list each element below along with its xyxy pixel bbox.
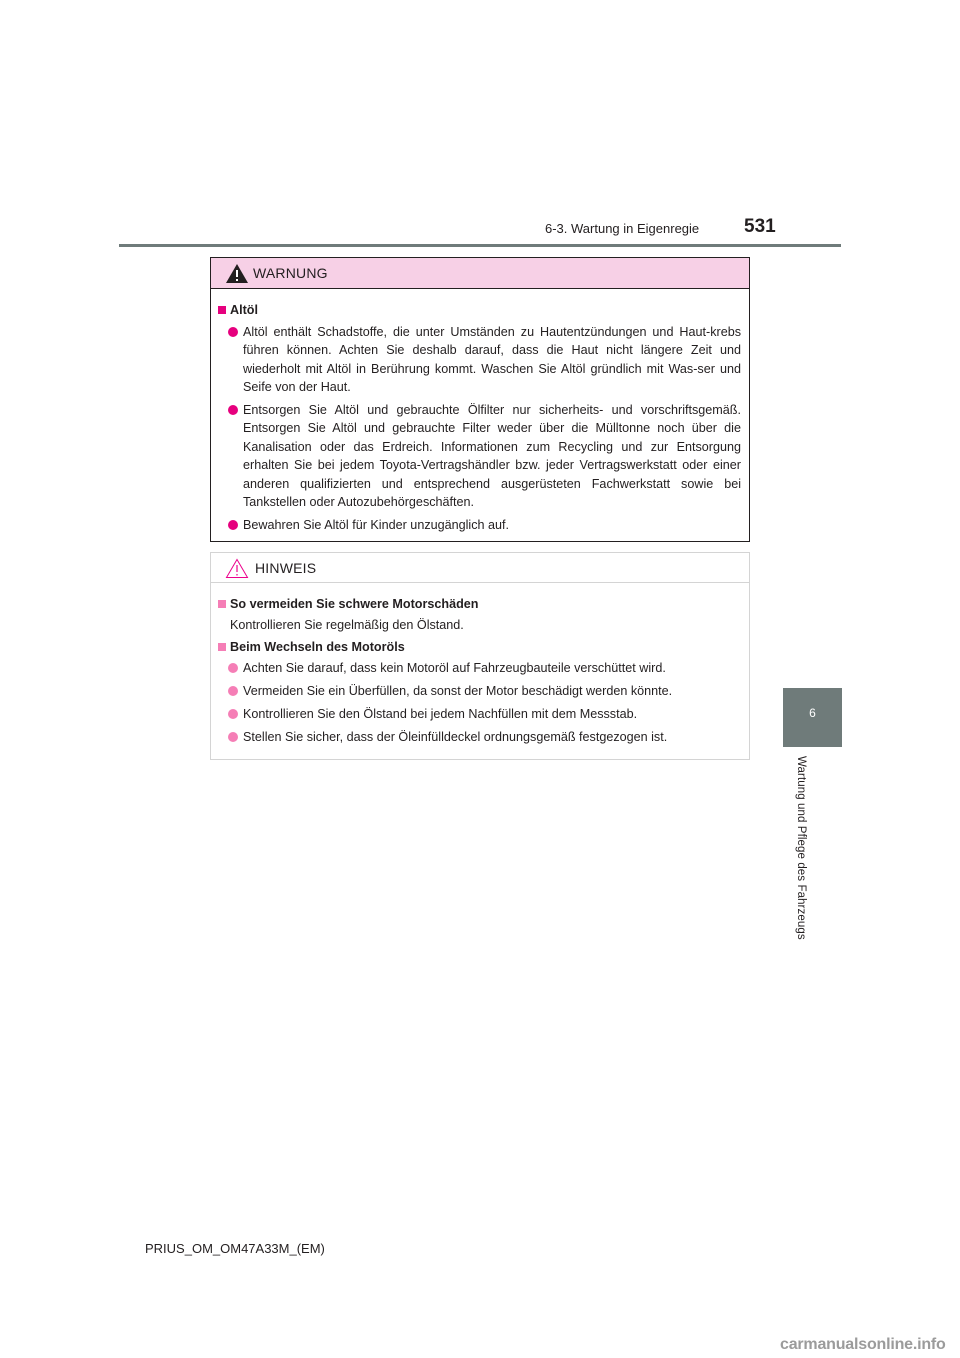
notice-heading (218, 638, 741, 656)
notice-title: HINWEIS (255, 560, 317, 576)
notice-item-text: Vermeiden Sie ein Überfüllen, da sonst der Motor beschädigt werden könnte. (243, 684, 673, 698)
notice-heading-text: Beim Wechseln des Motoröls (230, 640, 405, 654)
warning-header (211, 258, 749, 289)
warning-item (218, 401, 741, 512)
warning-triangle-icon (225, 263, 249, 284)
warning-item (218, 516, 741, 535)
notice-item (218, 682, 741, 700)
chapter-tab: 6 (783, 688, 842, 747)
warning-item-text: Bewahren Sie Altöl für Kinder unzugänglich auf. (243, 517, 510, 532)
round-bullet-icon (228, 663, 238, 673)
notice-item (218, 728, 741, 746)
notice-item (218, 659, 741, 677)
round-bullet-icon (228, 686, 238, 696)
round-bullet-icon (228, 732, 238, 742)
warning-item-text: Altöl enthält Schadstoffe, die unter Umständen zu Hautentzündungen und Haut-krebs führen können. Achten Sie deshalb darauf, dass die Haut nicht längere Zeit und wiederholt mit Altöl in Berührung kommt. Waschen Sie Altöl gründlich mit Was-ser und Seife von der Haut. (243, 324, 741, 394)
notice-item-text: Kontrollieren Sie den Ölstand bei jedem Nachfüllen mit dem Messstab. (243, 707, 638, 721)
page-number: 531 (744, 216, 776, 237)
notice-item-text: Achten Sie darauf, dass kein Motoröl auf Fahrzeugbauteile verschüttet wird. (243, 661, 666, 675)
square-bullet-icon (218, 600, 226, 608)
notice-header (211, 553, 749, 583)
caution-outline-icon (225, 558, 249, 579)
round-bullet-icon (228, 709, 238, 719)
notice-heading-text: So vermeiden Sie schwere Motorschäden (230, 597, 479, 611)
square-bullet-icon (218, 643, 226, 651)
warning-title: WARNUNG (253, 265, 328, 281)
watermark: carmanualsonline.info (780, 1336, 946, 1353)
warning-item (218, 323, 741, 397)
warning-content (211, 289, 749, 534)
notice-text: Kontrollieren Sie regelmäßig den Ölstand. (230, 618, 464, 632)
notice-heading (218, 595, 741, 613)
square-bullet-icon (218, 306, 226, 314)
warning-heading (218, 301, 741, 320)
notice-item (218, 705, 741, 723)
round-bullet-icon (228, 520, 238, 530)
warning-box (210, 257, 750, 542)
warning-item-text: Entsorgen Sie Altöl und gebrauchte Ölfilter nur sicherheits- und vorschriftsgemäß. Entsorgen Sie Altöl und gebrauchte Filter weder über die Mülltonne noch über die Kanalisation oder das Erdreich. Informationen zum Recycling und zur Entsorgung erhalten Sie bei jedem Toyota-Vertragshändler bzw. jeder Vertragswerkstatt oder einer anderen qualifizierten und entsprechend ausgerüsteten Fachwerkstatt sowie bei Tankstellen oder Autozubehörgeschäften. (243, 402, 741, 509)
notice-item-text: Stellen Sie sicher, dass der Öleinfülldeckel ordnungsgemäß festgezogen ist. (243, 730, 668, 744)
footer-code: PRIUS_OM_OM47A33M_(EM) (145, 1241, 325, 1256)
round-bullet-icon (228, 327, 238, 337)
notice-content (211, 583, 749, 746)
notice-box (210, 552, 750, 760)
warning-heading-text: Altöl (230, 303, 258, 317)
header-rule (119, 244, 841, 247)
chapter-label: Wartung und Pflege des Fahrzeugs (795, 756, 807, 940)
round-bullet-icon (228, 405, 238, 415)
section-title: 6-3. Wartung in Eigenregie (545, 221, 700, 236)
